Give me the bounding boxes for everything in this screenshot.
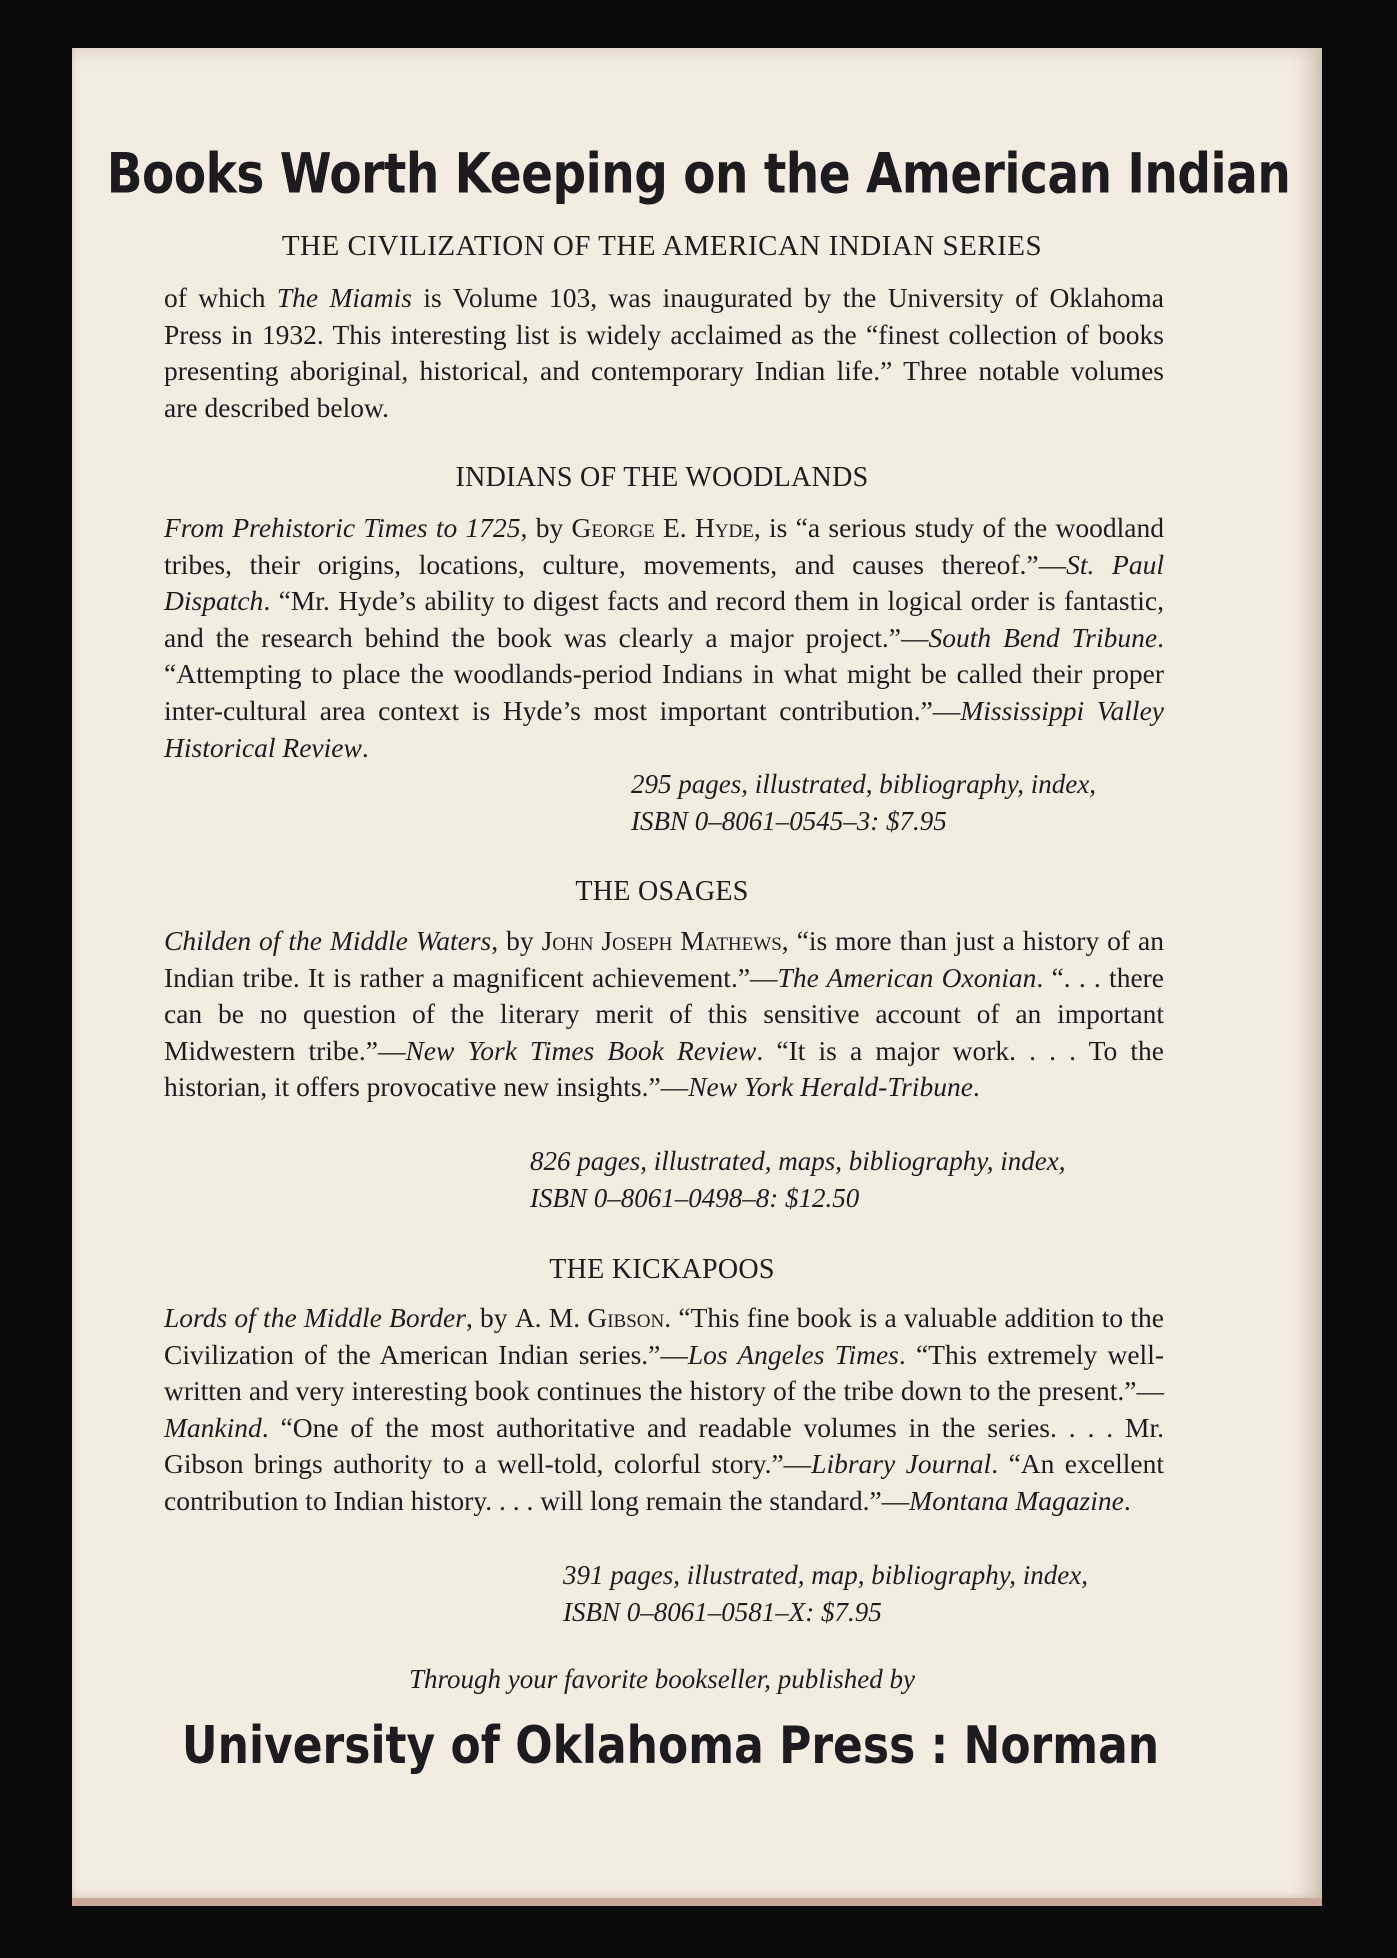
book-title: Lords of the Middle Border [164,1302,466,1333]
section-body-woodlands [164,510,1164,766]
review-source-1: Los Angeles Times [687,1338,899,1370]
jacket-bottom-edge [72,1898,1322,1906]
pubinfo-osages [530,1143,1065,1216]
review-text-5: . [1123,1484,1131,1516]
section-body-osages [164,923,1164,1106]
series-intro [164,280,1164,426]
review-source-1: The American Oxonian [777,961,1037,993]
pubinfo-kickapoos [563,1557,1088,1630]
review-text-4: . [361,731,369,763]
author-name: A. M. Gibson [514,1302,665,1333]
review-text-4: . “An excellent contribution to Indian history. . . . will long remain the standard.”— [164,1448,1164,1516]
review-text-1: , “is more than just a history of an Indian tribe. It is rather a magnificent achievement.”— [164,925,1165,993]
review-text-1: , is “a serious study of the woodland tribes, their origins, locations, culture, movements, and causes thereof.”— [164,512,1164,580]
author-name: John Joseph Mathews [541,925,782,956]
by-text: , by [491,925,542,956]
review-text-2: . “. . . there can be no question of the literary merit of this sensitive account of an important Midwestern tribe.”— [164,961,1165,1066]
isbn-price: ISBN 0–8061–0498–8: $12.50 [530,1182,860,1213]
book-title: From Prehistoric Times to 1725 [164,512,521,543]
series-title: THE CIVILIZATION OF THE AMERICAN INDIAN SERIES [281,230,1043,262]
review-source-3: Mississippi Valley Historical Review [164,694,1164,763]
isbn-price: ISBN 0–8061–0581–X: $7.95 [563,1596,882,1627]
book-details: 391 pages, illustrated, map, bibliography, index, [563,1560,1088,1590]
section-heading-kickapoos: THE KICKAPOOS [549,1254,775,1285]
review-source-4: Montana Magazine [909,1484,1124,1516]
publisher-name: University of Oklahoma Press : Norman [181,1716,1160,1777]
book-title: Childen of the Middle Waters [164,925,492,956]
book-details: 295 pages, illustrated, bibliography, index, [631,769,1096,799]
headline: Books Worth Keeping on the American Indian [106,142,1291,207]
review-text-3: . “Attempting to place the woodlands-period Indians in what might be called their proper inter-cultural area context is Hyde’s most important contribution.”— [164,621,1164,726]
review-source-2: Mankind [164,1411,262,1443]
review-source-3: New York Herald-Tribune [688,1071,973,1103]
footer-line: Through your favorite bookseller, published by [409,1664,915,1694]
review-text-1: . “This fine book is a valuable addition to the Civilization of the American Indian series.”— [164,1302,1165,1370]
review-text-3: . “One of the most authoritative and readable volumes in the series. . . . Mr. Gibson brings authority to a well-told, colorful story.”— [164,1411,1164,1480]
book-details: 826 pages, illustrated, maps, bibliography, index, [530,1146,1066,1176]
review-source-2: New York Times Book Review [405,1034,757,1066]
author-name: George E. Hyde [571,512,754,543]
section-body-kickapoos [164,1300,1164,1520]
isbn-price: ISBN 0–8061–0545–3: $7.95 [631,805,947,836]
review-text-2: . “This extremely well-written and very interesting book continues the history of the tribe down to the present.”— [164,1338,1164,1407]
intro-book-title: The Miamis [276,282,412,313]
intro-text-1: of which [164,282,277,313]
by-text: , by [520,512,572,543]
section-heading-osages: THE OSAGES [575,876,749,907]
section-heading-woodlands: INDIANS OF THE WOODLANDS [455,462,869,493]
review-text-2: . “Mr. Hyde’s ability to digest facts and record them in logical order is fantastic, and the research behind the book was clearly a major project.”— [164,585,1164,653]
review-text-3: . “It is a major work. . . . To the historian, it offers provocative new insights.”— [164,1034,1164,1103]
pubinfo-woodlands [631,766,1096,839]
review-source-1: St. Paul Dispatch [164,548,1164,617]
review-text-4: . [972,1071,980,1103]
intro-text-2: is Volume 103, was inaugurated by the University of Oklahoma Press in 1932. This interesting list is widely acclaimed as the “finest collection of books presenting aboriginal, historical, and contemporary Indian life.” Three notable volumes are described below. [164,282,1164,423]
review-source-2: South Bend Tribune [928,621,1158,653]
by-text: , by [465,1302,515,1333]
review-source-3: Library Journal [811,1448,992,1480]
